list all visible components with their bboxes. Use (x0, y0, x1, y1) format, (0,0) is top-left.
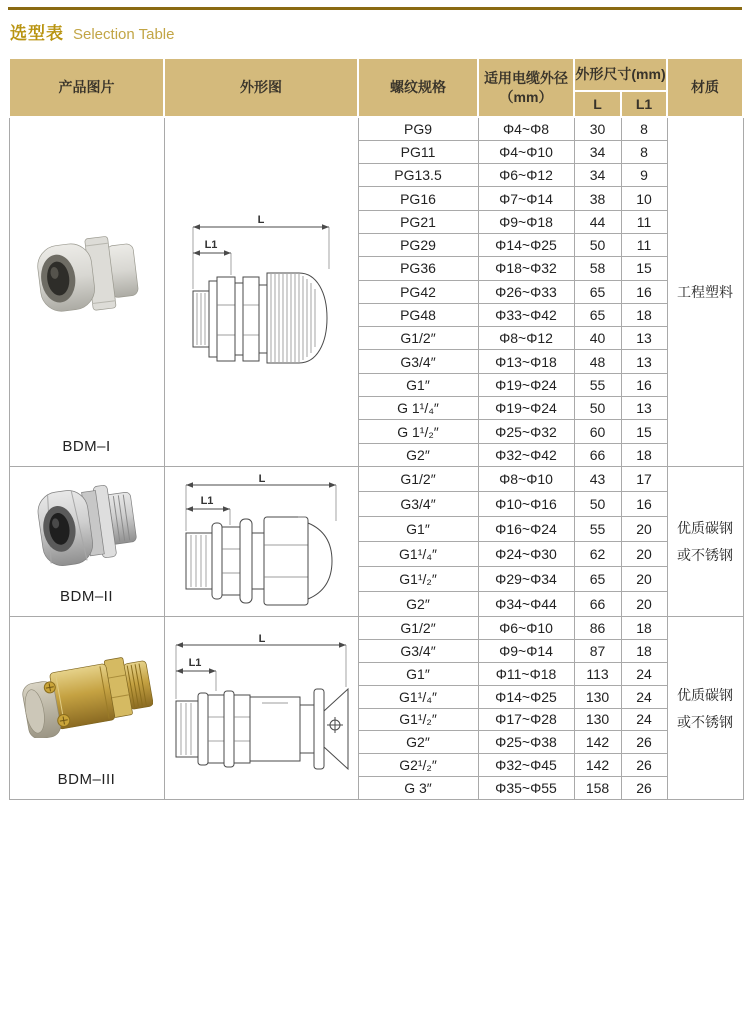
header-dimensions: 外形尺寸(mm) (574, 58, 667, 91)
cable-od-cell: Φ7~Φ14 (478, 187, 574, 210)
dim-L1-cell: 24 (621, 708, 667, 731)
top-rule (8, 7, 742, 10)
outline-drawing-bdm-3 (170, 633, 352, 783)
cable-od-cell: Φ9~Φ14 (478, 639, 574, 662)
table-row (9, 616, 743, 639)
dim-L1-cell: 18 (621, 303, 667, 326)
cable-od-cell: Φ4~Φ10 (478, 140, 574, 163)
dim-L-cell: 34 (574, 164, 621, 187)
material-cell (667, 117, 743, 466)
product-photo-bdm-2 (36, 476, 138, 572)
dim-L1-cell: 8 (621, 140, 667, 163)
thread-spec-cell: G 1¹/₂″ (358, 420, 478, 443)
outline-drawing-bdm-2 (180, 473, 342, 609)
product-image-cell (9, 616, 164, 799)
dim-L1-cell: 16 (621, 280, 667, 303)
dim-L-cell: 34 (574, 140, 621, 163)
outline-drawing-wrap (165, 473, 358, 609)
dim-label-L: L (258, 473, 266, 486)
dim-label-L: L (258, 633, 266, 646)
dim-L-cell: 58 (574, 257, 621, 280)
cable-od-cell: Φ8~Φ12 (478, 327, 574, 350)
table-header (9, 58, 743, 117)
section-bdm-1 (9, 117, 743, 466)
product-image-cell (9, 117, 164, 466)
dim-L1-cell: 20 (621, 516, 667, 541)
thread-spec-cell: PG11 (358, 140, 478, 163)
thread-spec-cell: PG16 (358, 187, 478, 210)
thread-spec-cell: G1″ (358, 662, 478, 685)
dim-L-cell: 86 (574, 616, 621, 639)
dim-L1-cell: 26 (621, 731, 667, 754)
dim-L-cell: 65 (574, 566, 621, 591)
header-material: 材质 (667, 58, 743, 117)
outline-drawing-cell (164, 616, 358, 799)
dim-L1-cell: 20 (621, 541, 667, 566)
dim-L1-cell: 26 (621, 754, 667, 777)
cable-od-cell: Φ14~Φ25 (478, 685, 574, 708)
outline-drawing-wrap (165, 213, 358, 371)
product-photo-wrap (10, 467, 164, 582)
dim-L1-cell: 18 (621, 639, 667, 662)
dim-L-cell: 48 (574, 350, 621, 373)
dim-L1-cell: 18 (621, 443, 667, 466)
cable-od-cell: Φ16~Φ24 (478, 516, 574, 541)
dim-L-cell: 142 (574, 731, 621, 754)
thread-spec-cell: PG13.5 (358, 164, 478, 187)
page-title (10, 19, 742, 43)
table-row (9, 117, 743, 140)
dim-L-cell: 65 (574, 303, 621, 326)
outline-drawing-bdm-1 (187, 213, 335, 371)
dim-L-cell: 60 (574, 420, 621, 443)
cable-od-cell: Φ13~Φ18 (478, 350, 574, 373)
header-dim-L1: L1 (621, 91, 667, 117)
product-image-cell (9, 466, 164, 616)
dim-L1-cell: 15 (621, 257, 667, 280)
thread-spec-cell: G1/2″ (358, 466, 478, 491)
cable-od-cell: Φ17~Φ28 (478, 708, 574, 731)
dim-L-cell: 130 (574, 685, 621, 708)
thread-spec-cell: G3/4″ (358, 491, 478, 516)
thread-spec-cell: PG9 (358, 117, 478, 140)
material-line: 优质碳钢 (677, 686, 734, 703)
thread-spec-cell: G2″ (358, 443, 478, 466)
product-photo-bdm-3 (21, 644, 153, 738)
material-cell (667, 616, 743, 799)
cable-od-cell: Φ19~Φ24 (478, 397, 574, 420)
thread-spec-cell: G3/4″ (358, 639, 478, 662)
header-cable-od-line1: 适用电缆外径 (484, 70, 568, 87)
thread-spec-cell: G1/2″ (358, 327, 478, 350)
thread-spec-cell: G2″ (358, 591, 478, 616)
cable-od-cell: Φ6~Φ12 (478, 164, 574, 187)
selection-table (8, 57, 744, 800)
product-model-label: BDM–I (62, 437, 111, 455)
cable-od-cell: Φ29~Φ34 (478, 566, 574, 591)
thread-spec-cell: G 1¹/₄″ (358, 397, 478, 420)
header-thread-spec: 螺纹规格 (358, 58, 478, 117)
thread-spec-cell: PG21 (358, 210, 478, 233)
product-photo-bdm-1 (31, 232, 143, 318)
dim-L-cell: 130 (574, 708, 621, 731)
product-model-label: BDM–II (59, 587, 113, 605)
cable-od-cell: Φ35~Φ55 (478, 777, 574, 800)
thread-spec-cell: PG36 (358, 257, 478, 280)
cable-od-cell: Φ26~Φ33 (478, 280, 574, 303)
material-line: 工程塑料 (677, 283, 734, 300)
thread-spec-cell: PG48 (358, 303, 478, 326)
thread-spec-cell: G1/2″ (358, 616, 478, 639)
cable-od-cell: Φ11~Φ18 (478, 662, 574, 685)
dim-L1-cell: 13 (621, 327, 667, 350)
table-row (9, 466, 743, 491)
dim-L1-cell: 24 (621, 662, 667, 685)
dim-L-cell: 142 (574, 754, 621, 777)
section-bdm-2 (9, 466, 743, 616)
dim-L1-cell: 9 (621, 164, 667, 187)
cable-od-cell: Φ32~Φ42 (478, 443, 574, 466)
header-dim-L: L (574, 91, 621, 117)
thread-spec-cell: G1¹/₄″ (358, 541, 478, 566)
header-cable-od-line2: （mm） (499, 88, 553, 105)
cable-od-cell: Φ10~Φ16 (478, 491, 574, 516)
thread-spec-cell: G 3″ (358, 777, 478, 800)
thread-spec-cell: G1″ (358, 373, 478, 396)
thread-spec-cell: G1″ (358, 516, 478, 541)
dim-L-cell: 158 (574, 777, 621, 800)
product-photo-wrap (10, 617, 164, 765)
dim-label-L1: L1 (200, 495, 214, 508)
dim-L1-cell: 24 (621, 685, 667, 708)
cable-od-cell: Φ19~Φ24 (478, 373, 574, 396)
dim-L-cell: 50 (574, 233, 621, 256)
title-en: Selection Table (73, 26, 175, 43)
dim-L-cell: 43 (574, 466, 621, 491)
dim-L-cell: 62 (574, 541, 621, 566)
thread-spec-cell: PG42 (358, 280, 478, 303)
dim-L1-cell: 18 (621, 616, 667, 639)
dim-L-cell: 40 (574, 327, 621, 350)
cable-od-cell: Φ25~Φ38 (478, 731, 574, 754)
cable-od-cell: Φ9~Φ18 (478, 210, 574, 233)
material-line: 优质碳钢 (677, 519, 734, 536)
dim-L-cell: 30 (574, 117, 621, 140)
catalog-page (0, 7, 750, 1022)
product-photo-wrap (10, 118, 164, 432)
dim-L-cell: 50 (574, 397, 621, 420)
section-bdm-3 (9, 616, 743, 799)
material-line: 或不锈钢 (677, 713, 734, 730)
cable-od-cell: Φ14~Φ25 (478, 233, 574, 256)
thread-spec-cell: G1¹/₄″ (358, 685, 478, 708)
dim-L1-cell: 8 (621, 117, 667, 140)
cable-od-cell: Φ8~Φ10 (478, 466, 574, 491)
product-model-label: BDM–III (57, 771, 116, 789)
header-product-image: 产品图片 (9, 58, 164, 117)
dim-L1-cell: 13 (621, 397, 667, 420)
dim-L1-cell: 17 (621, 466, 667, 491)
cable-od-cell: Φ33~Φ42 (478, 303, 574, 326)
header-outline-drawing: 外形图 (164, 58, 358, 117)
dim-L1-cell: 11 (621, 210, 667, 233)
cable-od-cell: Φ24~Φ30 (478, 541, 574, 566)
dim-L1-cell: 26 (621, 777, 667, 800)
material-line: 或不锈钢 (677, 546, 734, 563)
dim-L-cell: 87 (574, 639, 621, 662)
thread-spec-cell: G1¹/₂″ (358, 566, 478, 591)
dim-L-cell: 38 (574, 187, 621, 210)
cable-od-cell: Φ32~Φ45 (478, 754, 574, 777)
thread-spec-cell: G3/4″ (358, 350, 478, 373)
dim-L-cell: 66 (574, 443, 621, 466)
dim-L-cell: 65 (574, 280, 621, 303)
outline-drawing-cell (164, 466, 358, 616)
dim-L1-cell: 11 (621, 233, 667, 256)
dim-L1-cell: 10 (621, 187, 667, 210)
cable-od-cell: Φ25~Φ32 (478, 420, 574, 443)
dim-L1-cell: 20 (621, 591, 667, 616)
dim-label-L: L (257, 213, 265, 226)
title-zh: 选型表 (10, 24, 64, 43)
thread-spec-cell: G2″ (358, 731, 478, 754)
outline-drawing-wrap (165, 633, 358, 783)
dim-L-cell: 55 (574, 516, 621, 541)
thread-spec-cell: PG29 (358, 233, 478, 256)
dim-L1-cell: 20 (621, 566, 667, 591)
dim-L1-cell: 13 (621, 350, 667, 373)
cable-od-cell: Φ18~Φ32 (478, 257, 574, 280)
material-cell (667, 466, 743, 616)
cable-od-cell: Φ4~Φ8 (478, 117, 574, 140)
dim-label-L1: L1 (204, 238, 218, 251)
thread-spec-cell: G1¹/₂″ (358, 708, 478, 731)
cable-od-cell: Φ6~Φ10 (478, 616, 574, 639)
dim-L1-cell: 16 (621, 373, 667, 396)
cable-od-cell: Φ34~Φ44 (478, 591, 574, 616)
dim-L1-cell: 15 (621, 420, 667, 443)
dim-L-cell: 66 (574, 591, 621, 616)
dim-label-L1: L1 (188, 657, 202, 670)
outline-drawing-cell (164, 117, 358, 466)
dim-L-cell: 55 (574, 373, 621, 396)
dim-L-cell: 113 (574, 662, 621, 685)
header-cable-od (478, 58, 574, 117)
thread-spec-cell: G2¹/₂″ (358, 754, 478, 777)
dim-L1-cell: 16 (621, 491, 667, 516)
dim-L-cell: 44 (574, 210, 621, 233)
dim-L-cell: 50 (574, 491, 621, 516)
